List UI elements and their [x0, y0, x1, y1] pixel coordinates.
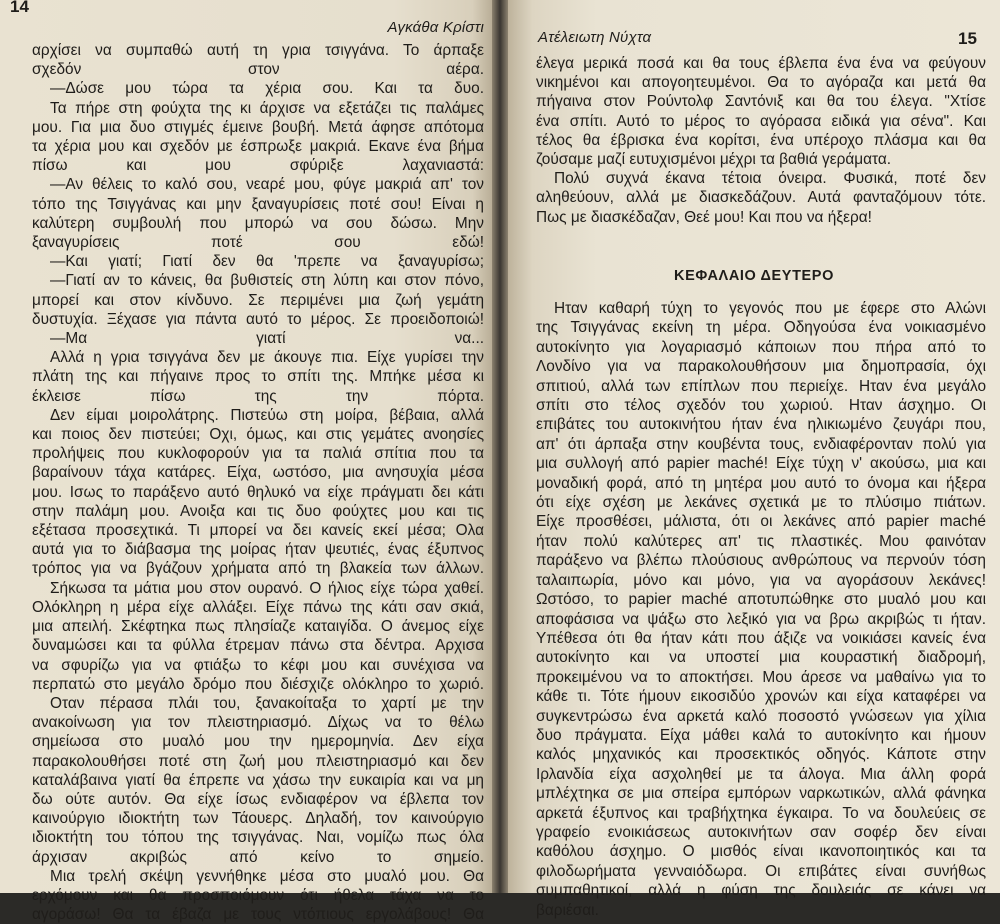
text-line: Ηταν καθαρή τύχη το γεγονός που με έφερε στο Αλώνι [554, 300, 986, 317]
text-line: Αλλά η γρια τσιγγάνα δεν με άκουγε πια. Είχε γυρίσει την [50, 349, 484, 367]
text-line: Ολόκληρη η μέρα είχε αλλάξει. Είχε πάνω της κάτι σαν σκιά, [32, 598, 484, 616]
text-line: ήταν πολύ καλύτερες απ' τις πλαστικές. Μου φαινόταν [536, 532, 986, 550]
text-line: μια απειλή. Σκέφτηκα πως πλησίαζε καταιγίδα. Ο άνεμος είχε [32, 618, 484, 636]
text-line: σπίτι στο τέλος σχεδόν του χωριού. Ηταν άσχημο. Οι [536, 397, 986, 415]
text-line: —Δώσε μου τώρα τα χέρια σου. Και τα δυο. [50, 80, 484, 98]
text-line: πίσω και μου σφύριξε λαχανιαστά: [32, 157, 484, 175]
text-line: μου. Ισως το παράξενο αυτό θηλυκό να είχε πράγματι δει κάτι [32, 483, 484, 501]
text-line: μια συλλογή από papier maché! Είχε τύχη ν' ακούσω, μια και [536, 455, 986, 473]
text-line: Πως με διασκέδαζαν, Θεέ μου! Και που να ήξερα! [536, 208, 872, 226]
book-gutter [492, 0, 508, 893]
text-line: καθόλου άσχημο. Ο μισθός είναι ικανοποιητικός και τα [536, 843, 986, 861]
text-line: αρκετά έξυπνος και τραβήχτηκα έγκαιρα. Το να δουλεύεις σε [536, 804, 986, 822]
text-line: καλός μηχανικός και προσεκτικός οδηγός. Κάποτε στην [536, 746, 986, 764]
text-line: ένα σπίτι. Αυτό το μέρος το αγόρασα ειδικά για σένα". Και [536, 112, 986, 130]
left-page [0, 0, 492, 924]
right-body-text-1 [536, 54, 986, 227]
text-line: Υπέθεσα ότι θα ήταν κάτι που άξιζε να νοικιάσει κανείς ένα [536, 629, 986, 647]
text-line: σπιτιού, αλλά των επίπλων που περιείχε. Ηταν ένα μεγάλο [536, 377, 986, 395]
text-line: βαριέσαι. [536, 901, 599, 919]
text-line: —Αν θέλεις το καλό σου, νεαρέ μου, φύγε μακριά απ' τον [50, 176, 484, 194]
text-line: τόπο της Τσιγγάνας και μην ξαναγυρίσεις ποτέ σου! Είναι η [32, 195, 484, 213]
text-line: φιλοδωρήματα γενναιόδωρα. Οι επιβάτες είναι συνήθως [536, 862, 986, 880]
text-line: αληθεύουν, αλλά με διασκεδάζουν. Αυτά φανταζόμουν τότε. [536, 189, 986, 207]
text-line: μου. Για μια δυο στιγμές έμεινε βουβή. Μετά άφησε απότομα [32, 118, 484, 136]
text-line: και ποιος δεν πιστεύει; Οχι, όμως, και στις γεμάτες ανοησίες [32, 426, 484, 444]
text-line: απ' ότι άρπαξα στην κουβέντα τους, ενδιαφέρονταν πολύ για [536, 435, 986, 453]
text-line: τρόπος για να βγάζουν χρήματα από τη βλακεία των άλλων. [32, 560, 484, 578]
text-line: να σφυρίζω για να φτιάξω το κέφι μου και συνέχισα να [32, 656, 484, 674]
text-line: επιβάτες του αυτοκινήτου ήταν ένα ηλικιωμένο ζευγάρι που, [536, 416, 986, 434]
right-running-head: Ατέλειωτη Νύχτα [538, 29, 652, 46]
text-line: ερχόμουν και θα προσποιόμουν ότι ήθελα τάχα να το [32, 886, 484, 904]
text-line: ταλαιπωρία, μόνο και μόνο, για να αγοράσουν λεκάνες! [536, 571, 986, 589]
text-line: αυτοκίνητο και να υποστεί μια κουραστική διαδρομή, [536, 649, 986, 667]
text-line: ξαναγυρίσεις ποτέ σου εδώ! [32, 234, 484, 252]
text-line: έκλεισε πίσω της την πόρτα. [32, 387, 484, 405]
text-line: στην παλάμη μου. Ανοιξα και τις δυο φούχτες μου και τις [32, 502, 484, 520]
chapter-heading: ΚΕΦΑΛΑΙΟ ΔΕΥΤΕΡΟ [674, 268, 834, 284]
text-line: ζούσαμε μαζί ευτυχισμένοι μέχρι τα βαθιά γεράματα. [536, 151, 892, 169]
text-line: παρακολουθήσει ποτέ στη ζωή μου πλειστηριασμό και δεν [32, 752, 484, 770]
text-line: μπλέχτηκα σε μια σπείρα εμπόρων ναρκωτικών, αλλά φάνηκα [536, 785, 986, 803]
left-body-text [32, 41, 484, 924]
text-line: συγκεντρώσω ένα αρκετά καλό ποσοστό γνώσεων για χίλια [536, 707, 986, 725]
right-page [508, 0, 1000, 919]
text-line: της Τσιγγάνας εκείνη τη μέρα. Οδηγούσα ένα νοικιασμένο [536, 319, 986, 337]
text-line: Δεν είμαι μοιρολάτρης. Πιστεύω στη μοίρα, βέβαια, αλλά [50, 406, 484, 424]
text-line: αποφάσισα να ψάξω στο λεξικό για να βρω ακριβώς τι ήταν. [536, 610, 986, 628]
text-line: άρχισαν ακριβώς από κείνο το σημείο. [32, 848, 484, 866]
text-line: καλύτερη συμβουλή που μπορώ να σου δώσω. Μην [32, 214, 484, 232]
text-line: καινούργιο ιδιοκτήτη των Τάουερς. Δηλαδή, τον καινούργιο [32, 810, 484, 828]
text-line: —Γιατί αν το κάνεις, θα βυθιστείς στη λύπη και στον πόνο, [50, 272, 484, 290]
text-line: δυναμώσει και τα φύλλα έτρεμαν πάνω στα δέντρα. Αρχισα [32, 637, 484, 655]
text-line: τέλος θα έβρισκα ένα κορίτσι, ένα υπέροχο πλάσμα και θα [536, 131, 986, 149]
text-line: προκειμένου να το αποκτήσει. Μου άρεσε να μαθαίνω για το [536, 668, 986, 686]
text-line: κάθε τι. Τότε ήμουν εικοσιδύο χρονών και είχα καταφέρει να [536, 688, 986, 706]
text-line: γραφείο ενοικιάσεως αυτοκινήτων σαν σοφέρ δεν είναι [536, 823, 986, 841]
text-line: ότι είχε σχέση με λεκάνες σχετικά με το πλύσιμο πιάτων. [536, 494, 986, 512]
text-line: πήγαινα στον Ρούντολφ Σαντόνιξ και θα του έλεγα. "Χτίσε [536, 93, 986, 111]
text-line: μοναδική φορά, από τη μητέρα μου αυτό το όνομα και ήξερα [536, 474, 986, 492]
left-running-head: Αγκάθα Κρίστι [387, 19, 484, 36]
text-line: εξέτασα προσεχτικά. Τι μπορεί να δει κανείς εκεί μέσα; Ολα [32, 522, 484, 540]
text-line: δω ούτε αυτόν. Θα είχε ίσως ενδιαφέρον να έβλεπα τον [32, 790, 484, 808]
text-line: Ωστόσο, το papier maché αποτυπώθηκε στο μυαλό μου και [536, 591, 986, 609]
text-line: βαραίνουν τάχα κατάρες. Είχα, ωστόσο, μια ανησυχία μέσα [32, 464, 484, 482]
text-line: Μια τρελή σκέψη γεννήθηκε μέσα στο μυαλό μου. Θα [50, 867, 484, 885]
text-line: Πολύ συχνά έκανα τέτοια όνειρα. Φυσικά, ποτέ δεν [554, 170, 986, 188]
text-line: προλήψεις που κυκλοφορούν για τα παλιά σπίτια που τα [32, 445, 484, 463]
text-line: παράξενο να βλέπω πλούσιους ανθρώπους να περνούν τόση [536, 552, 986, 570]
text-line: Ιρλανδία είχα ασχοληθεί με τα άλογα. Μια άλλη φορά [536, 765, 986, 783]
text-line: περπατώ στο μεγάλο δρόμο που διέσχιζε ολόκληρο το χωριό. [32, 675, 484, 693]
text-line: Σήκωσα τα μάτια μου στον ουρανό. Ο ήλιος είχε τώρα χαθεί. [50, 579, 484, 597]
text-line: Τα πήρε στη φούχτα της κι άρχισε να εξετάζει τις παλάμες [50, 99, 484, 117]
text-line: δυστυχία. Ξέχασε για πάντα αυτό το μέρος. Σε προειδοποιώ! [32, 310, 484, 328]
text-line: —Μα γιατί να... [50, 330, 484, 348]
text-line: Είχε προσθέσει, μάλιστα, ότι οι λεκάνες από papier maché [536, 513, 986, 531]
text-line: αρχίσει να συμπαθώ αυτή τη γρια τσιγγάνα. Το άρπαξε [32, 42, 484, 59]
text-line: αυτά για το διάβασμα της μοίρας ήταν ψευτιές, ένας έξυπνος [32, 541, 484, 559]
text-line: δυο πράγματα. Είχα μάθει καλά το αυτοκίνητο και ήμουν [536, 726, 986, 744]
text-line: ανακοίνωση για τον πλειστηριασμό. Δίχως να το θέλω [32, 714, 484, 732]
text-line: πλάτη της και πήγαινε προς το σπίτι της. Μπήκε μέσα κι [32, 368, 484, 386]
text-line: καταλάβαινα γιατί θα έπρεπε να χάσω την ευκαιρία και να μη [32, 771, 484, 789]
text-line: σημείωσα στο μυαλό μου την ημερομηνία. Δεν είχα [32, 733, 484, 751]
text-line: —Και γιατί; Γιατί δεν θα 'πρεπε να ξαναγυρίσω; [50, 253, 484, 271]
text-line: Οταν πέρασα πλάι του, ξανακοίταξα το χαρτί με την [50, 694, 484, 712]
text-line: έλεγα μερικά ποσά και θα τους έβλεπα ένα ένα να φεύγουν [536, 55, 986, 72]
text-line: συμπαθητικοί, αλλά η φύση της δουλειάς σε κάνει να [536, 882, 986, 900]
right-body-text-2 [536, 299, 986, 920]
text-line: σχεδόν στον αέρα. [32, 61, 484, 79]
text-line: τα χέρια μου και σχεδόν με έσπρωξε μακριά. Εκανε ένα βήμα [32, 138, 484, 156]
text-line: ιδιοκτήτη του τόπου της τσιγγάνας. Ναι, νομίζω πως όλα [32, 829, 484, 847]
right-page-number: 15 [958, 29, 977, 48]
text-line: νικημένοι και απογοητευμένοι. Θα το αγόραζα και μετά θα [536, 74, 986, 92]
left-page-number: 14 [10, 0, 29, 16]
text-line: αυτοκίνητο για λογαριασμό κάποιων που πήρα από το [536, 338, 986, 356]
text-line: Λονδίνο για να παρακολουθήσουν μια δημοπρασία, όχι [536, 358, 986, 376]
text-line: μπορεί και στον κίνδυνο. Σε περιμένει μια ζωή γεμάτη [32, 291, 484, 309]
text-line: αγοράσω! Θα τα έβαζα με τους ντόπιους εργολάβους! Θα [32, 906, 484, 924]
